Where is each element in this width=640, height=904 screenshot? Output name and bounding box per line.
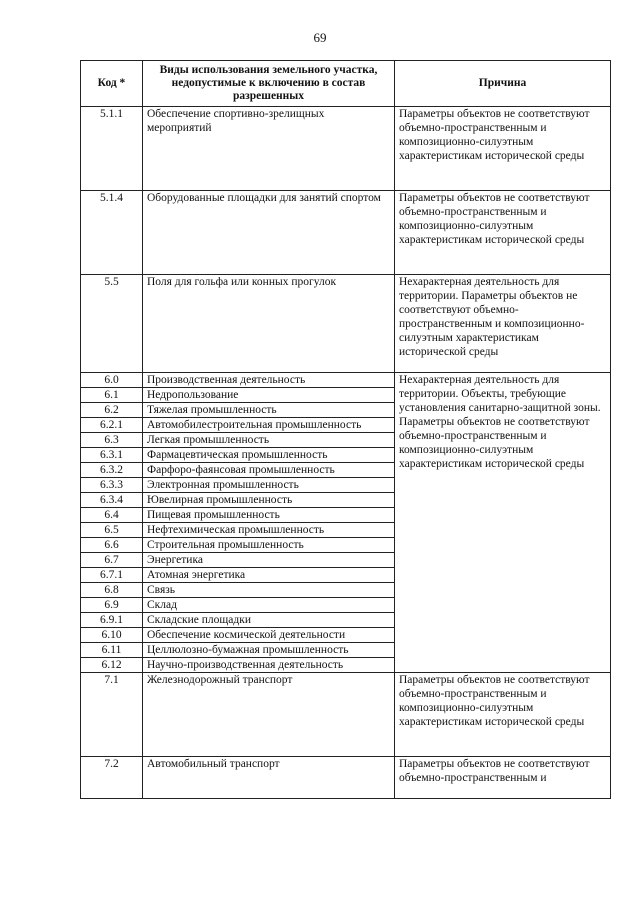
row-name: Склад: [143, 598, 395, 613]
row-code: 6.3: [81, 433, 143, 448]
row-code: 7.2: [81, 757, 143, 799]
row-code: 6.12: [81, 658, 143, 673]
row-code: 6.3.1: [81, 448, 143, 463]
row-name: Энергетика: [143, 553, 395, 568]
header-code: Код *: [81, 61, 143, 107]
row-name: Автомобилестроительная промышленность: [143, 418, 395, 433]
row-code: 6.2: [81, 403, 143, 418]
row-code: 5.1.4: [81, 191, 143, 275]
row-name: Железнодорожный транспорт: [143, 673, 395, 757]
row-name: Электронная промышленность: [143, 478, 395, 493]
row-name: Фармацевтическая промышленность: [143, 448, 395, 463]
row-code: 6.3.4: [81, 493, 143, 508]
row-code: 6.1: [81, 388, 143, 403]
row-code: 5.1.1: [81, 107, 143, 191]
row-name: Атомная энергетика: [143, 568, 395, 583]
row-code: 6.6: [81, 538, 143, 553]
row-name: Обеспечение спортивно-зрелищных мероприятий: [143, 107, 395, 191]
table-row: [81, 275, 611, 373]
row-name: Ювелирная промышленность: [143, 493, 395, 508]
row-code: 6.2.1: [81, 418, 143, 433]
table-row: [81, 107, 611, 191]
row-name: Научно-производственная деятельность: [143, 658, 395, 673]
row-name: Легкая промышленность: [143, 433, 395, 448]
row-code: 6.7.1: [81, 568, 143, 583]
row-code: 5.5: [81, 275, 143, 373]
row-name: Связь: [143, 583, 395, 598]
row-name: Нефтехимическая промышленность: [143, 523, 395, 538]
row-name: Недропользование: [143, 388, 395, 403]
table-row: [81, 191, 611, 275]
row-name: Фарфоро-фаянсовая промышленность: [143, 463, 395, 478]
row-code: 6.10: [81, 628, 143, 643]
header-usage-types: Виды использования земельного участка, недопустимые к включению в состав разрешенных: [143, 61, 395, 107]
row-code: 6.9.1: [81, 613, 143, 628]
row-code: 6.8: [81, 583, 143, 598]
row-code: 6.3.2: [81, 463, 143, 478]
row-code: 6.3.3: [81, 478, 143, 493]
row-name: Пищевая промышленность: [143, 508, 395, 523]
row-code: 6.0: [81, 373, 143, 388]
row-reason: Параметры объектов не соответствуют объемно-пространственным и композиционно-силуэтным характеристикам исторической среды: [395, 673, 611, 757]
row-name: Обеспечение космической деятельности: [143, 628, 395, 643]
row-name: Автомобильный транспорт: [143, 757, 395, 799]
row-code: 6.5: [81, 523, 143, 538]
restrictions-table: [80, 60, 611, 799]
row-code: 6.11: [81, 643, 143, 658]
row-code: 7.1: [81, 673, 143, 757]
row-reason: Параметры объектов не соответствуют объемно-пространственным и: [395, 757, 611, 799]
group-reason: Нехарактерная деятельность для территории. Объекты, требующие установления санитарно-защитной зоны. Параметры объектов не соответствуют объемно-пространственным и композиционно-силуэтным характеристикам исторической среды: [395, 373, 611, 673]
row-code: 6.9: [81, 598, 143, 613]
row-code: 6.4: [81, 508, 143, 523]
table-row: [81, 673, 611, 757]
row-reason: Параметры объектов не соответствуют объемно-пространственным и композиционно-силуэтным характеристикам исторической среды: [395, 191, 611, 275]
table-header-row: [81, 61, 611, 107]
row-name: Оборудованные площадки для занятий спортом: [143, 191, 395, 275]
row-name: Целлюлозно-бумажная промышленность: [143, 643, 395, 658]
row-name: Поля для гольфа или конных прогулок: [143, 275, 395, 373]
row-name: Складские площадки: [143, 613, 395, 628]
header-reason: Причина: [395, 61, 611, 107]
row-name: Тяжелая промышленность: [143, 403, 395, 418]
table-row: [81, 757, 611, 799]
row-code: 6.7: [81, 553, 143, 568]
row-name: Строительная промышленность: [143, 538, 395, 553]
page-number: 69: [313, 30, 327, 45]
row-reason: Параметры объектов не соответствуют объемно-пространственным и композиционно-силуэтным характеристикам исторической среды: [395, 107, 611, 191]
row-reason: Нехарактерная деятельность для территории. Параметры объектов не соответствуют объемно-пространственным и композиционно-силуэтным характеристикам исторической среды: [395, 275, 611, 373]
table-row: [81, 373, 611, 388]
row-name: Производственная деятельность: [143, 373, 395, 388]
